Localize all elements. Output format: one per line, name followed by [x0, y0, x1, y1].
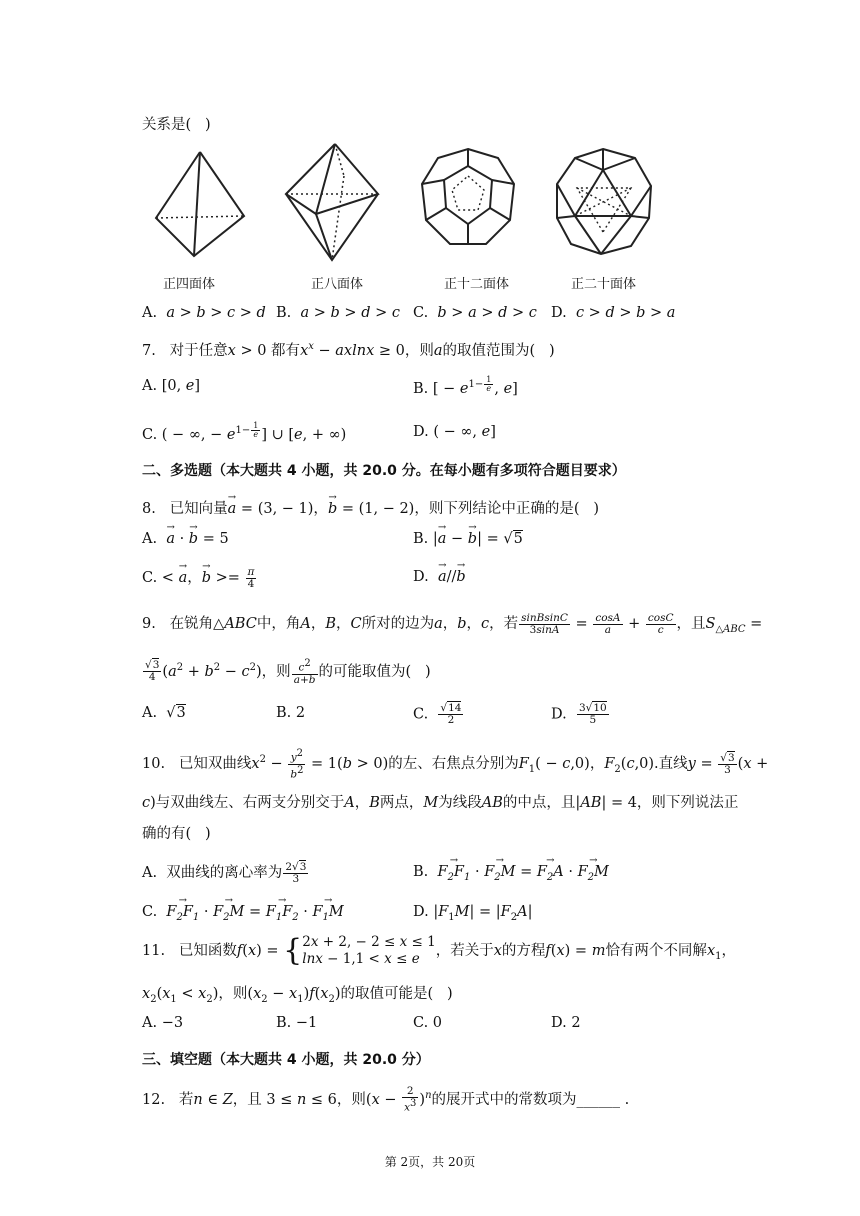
- caption-tetrahedron: 正四面体: [163, 277, 216, 292]
- q7-option-b: B. [ − $e^{1- \frac{1}{e}}$ , e]: [413, 375, 518, 397]
- q8-option-c: C. < → a，→ b >= $\frac{\pi}{4}$: [142, 566, 257, 590]
- caption-octahedron: 正八面体: [311, 277, 364, 292]
- q10-option-d: D. $|F_1M| = |F_2A|$: [413, 904, 533, 923]
- q9-option-d: D. $\frac{3√10}{5}$: [551, 702, 607, 726]
- caption-icosahedron: 正二十面体: [571, 277, 637, 292]
- q12-stem: 12. 若n ∈ Z，且 3 ≤ n ≤ 6，则(x − $\frac{2}{x^3}$ )$^n$的展开式中的常数项为______ .: [142, 1085, 630, 1114]
- q8-option-d: D. → a//→ b: [413, 569, 466, 585]
- dodecahedron-figure: [418, 146, 518, 250]
- q6-option-c: C. b > a > d > c: [413, 305, 537, 321]
- q7-option-c: C. ( − ∞, − $e^{1- \frac{1}{e}}$ ] ∪ [e, + ∞): [142, 421, 347, 443]
- q9-option-c: C. $\frac{√14}{2}$: [413, 702, 462, 726]
- octahedron-figure: [280, 140, 386, 264]
- q10-option-c: C. → $F_2F_1$ · → $F_2M$ = → $F_1F_2$ · → $F_1M$: [142, 904, 344, 923]
- q9-option-b: B. 2: [276, 705, 306, 721]
- q10-stem-line2: c)与双曲线左、右两支分别交于A，B两点，M为线段AB的中点，且|AB| = 4，则下列说法正: [142, 795, 739, 811]
- q7-option-a: A. [0, e]: [142, 378, 201, 394]
- caption-dodecahedron: 正十二面体: [444, 277, 510, 292]
- q11-option-d: D. 2: [551, 1015, 581, 1031]
- q10-option-b: B. → $F_2F_1$ · → $F_2M$ = → $F_2A$ · → $F_2M$: [413, 864, 609, 883]
- q8-option-a: A. → a · → b = 5: [142, 531, 229, 547]
- q11-stem-line2: $x_2(x_1 < x_2)$，则$(x_2 - x_1)f(x_2)$的取值可能是( ): [142, 986, 453, 1005]
- tetrahedron-figure: [150, 148, 250, 260]
- q7-option-d: D. ( − ∞, e]: [413, 424, 496, 440]
- q6-option-d: D. c > d > b > a: [551, 305, 676, 321]
- q6-stem-tail: 关系是( ): [142, 117, 211, 133]
- q11-option-b: B. −1: [276, 1015, 318, 1031]
- q10-stem-line3: 确的有( ): [142, 826, 211, 842]
- q11-option-a: A. −3: [142, 1015, 184, 1031]
- q9-stem-line1: 9. 在锐角△ABC中，角A，B，C所对的边为a，b，c，若 $\frac{\text{sinBsinC}}{3\sin A}$ = $\frac{\cos A}{a}$ + $\frac{\cos C}{c}$ ，且$S_{\triangle ABC}$ =: [142, 611, 763, 636]
- q10-option-a: A. 双曲线的离心率为 $\frac{2√3}{3}$: [142, 860, 307, 885]
- section-3-heading: 三、填空题（本大题共 4 小题，共 20.0 分）: [142, 1052, 430, 1068]
- q8-option-b: B. |→ a − → b| = √5: [413, 531, 523, 547]
- q8-stem: 8. 已知向量→ a = (3, − 1)，→ b = (1, − 2)，则下列结论中正确的是( ): [142, 497, 599, 518]
- q7-stem: 7. 对于任意x > 0 都有$x^x - axlnx \ge 0$，则a的取值范围为( ): [142, 341, 555, 359]
- q11-option-c: C. 0: [413, 1015, 443, 1031]
- page-footer: 第 2页，共 20页: [384, 1155, 476, 1169]
- q10-stem-line1: 10. 已知双曲线$x^2$ − $\frac{y^2}{b^2}$ = 1(b > 0)的左、右焦点分别为$F_1( - c,0)$，$F_2(c,0)$.直线y = $\frac{√3}{3}$ (x +: [142, 748, 769, 780]
- q6-option-a: A. a > b > c > d: [142, 305, 266, 321]
- q11-stem-line1: 11. 已知函数f(x) = {2x + 2, − 2 ≤ x ≤ 1 lnx − 1,1 < x ≤ e ，若关于x的方程f(x) = m恰有两个不同解$x_1$，: [142, 933, 736, 968]
- icosahedron-figure: [553, 146, 655, 258]
- q6-option-b: B. a > b > d > c: [276, 305, 400, 321]
- section-2-heading: 二、多选题（本大题共 4 小题，共 20.0 分。在每小题有多项符合题目要求）: [142, 463, 626, 479]
- q9-option-a: A. √3: [142, 705, 186, 721]
- q9-stem-line2: $\frac{√3}{4}$ $(a^2 + b^2 - c^2)$，则 $\frac{c^2}{a+b}$ 的可能取值为( ): [145, 658, 431, 686]
